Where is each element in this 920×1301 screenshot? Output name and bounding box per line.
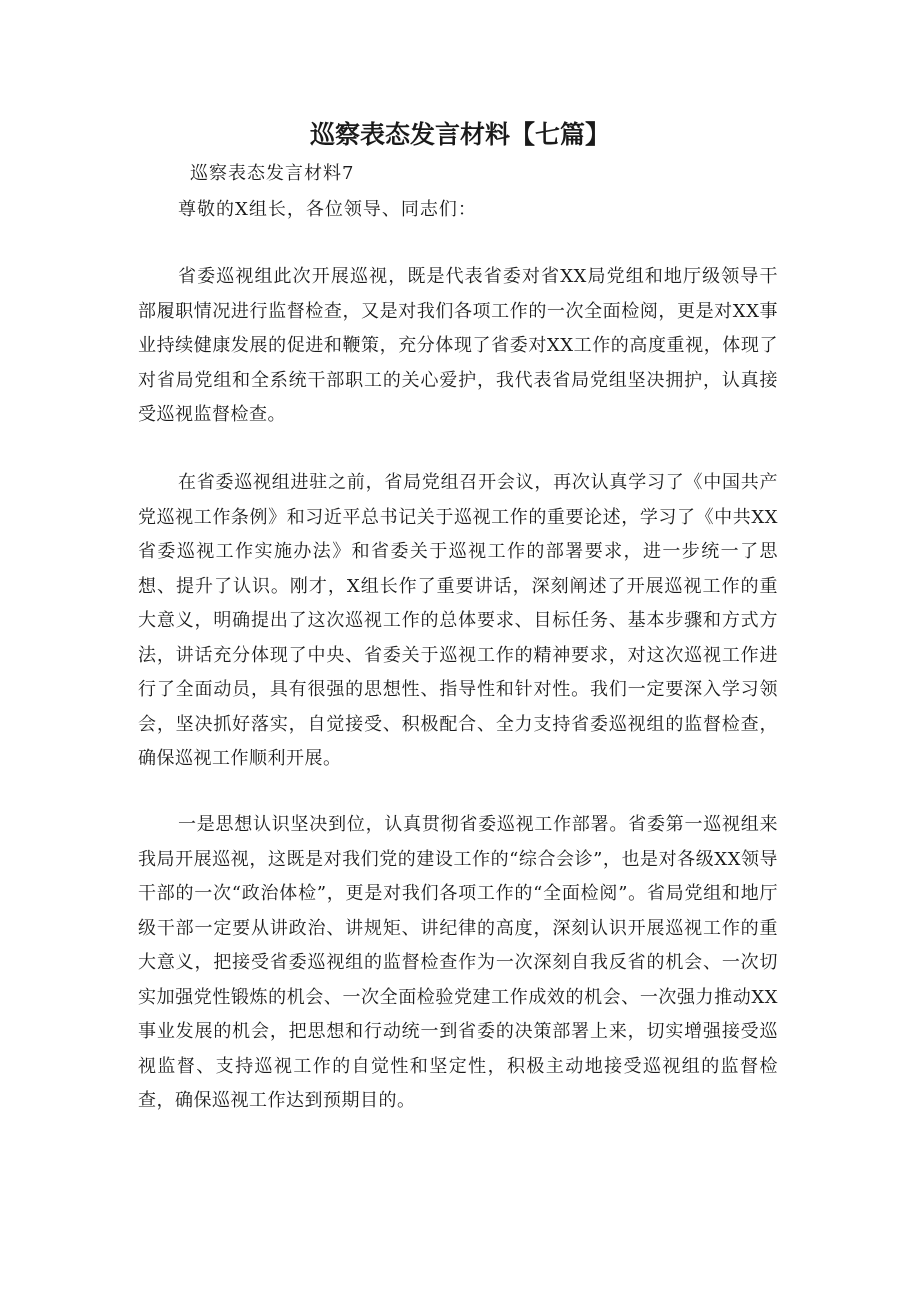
document-title: 巡察表态发言材料【七篇】	[309, 120, 610, 149]
body-paragraph: 在省委巡视组进驻之前，省局党组召开会议，再次认真学习了《中国共产党巡视工作条例》和习近平总书记关于巡视工作的重要论述，学习了《中共XX省委巡视工作实施办法》和省委关于巡视工作的部署要求，进一步统一了思想、提升了认识。刚才，X组长作了重要讲话，深刻阐述了开展巡视工作的重大意义，明确提出了这次巡视工作的总体要求、目标任务、基本步骤和方式方法，讲话充分体现了中央、省委关于巡视工作的精神要求，对这次巡视工作进行了全面动员，具有很强的思想性、指导性和针对性。我们一定要深入学习领会，坚决抓好落实，自觉接受、积极配合、全力支持省委巡视组的监督检查，确保巡视工作顺利开展。	[138, 472, 778, 769]
body-paragraph: 省委巡视组此次开展巡视，既是代表省委对省XX局党组和地厅级领导干部履职情况进行监督检查，又是对我们各项工作的一次全面检阅，更是对XX事业持续健康发展的促进和鞭策，充分体现了省委对XX工作的高度重视，体现了对省局党组和全系统干部职工的关心爱护，我代表省局党组坚决拥护，认真接受巡视监督检查。	[138, 266, 778, 425]
body-paragraph: 一是思想认识坚决到位，认真贯彻省委巡视工作部署。省委第一巡视组来我局开展巡视，这既是对我们党的建设工作的“综合会诊”，也是对各级XX领导干部的一次“政治体检”，更是对我们各项工作的“全面检阅”。省局党组和地厅级干部一定要从讲政治、讲规矩、讲纪律的高度，深刻认识开展巡视工作的重大意义，把接受省委巡视组的监督检查作为一次深刻自我反省的机会、一次切实加强党性锻炼的机会、一次全面检验党建工作成效的机会、一次强力推动XX事业发展的机会，把思想和行动统一到省委的决策部署上来，切实增强接受巡视监督、支持巡视工作的自觉性和坚定性，积极主动地接受巡视组的监督检查，确保巡视工作达到预期目的。	[138, 814, 778, 1111]
salutation: 尊敬的X组长，各位领导、同志们：	[178, 199, 477, 220]
document-subtitle: 巡察表态发言材料7	[190, 163, 355, 184]
